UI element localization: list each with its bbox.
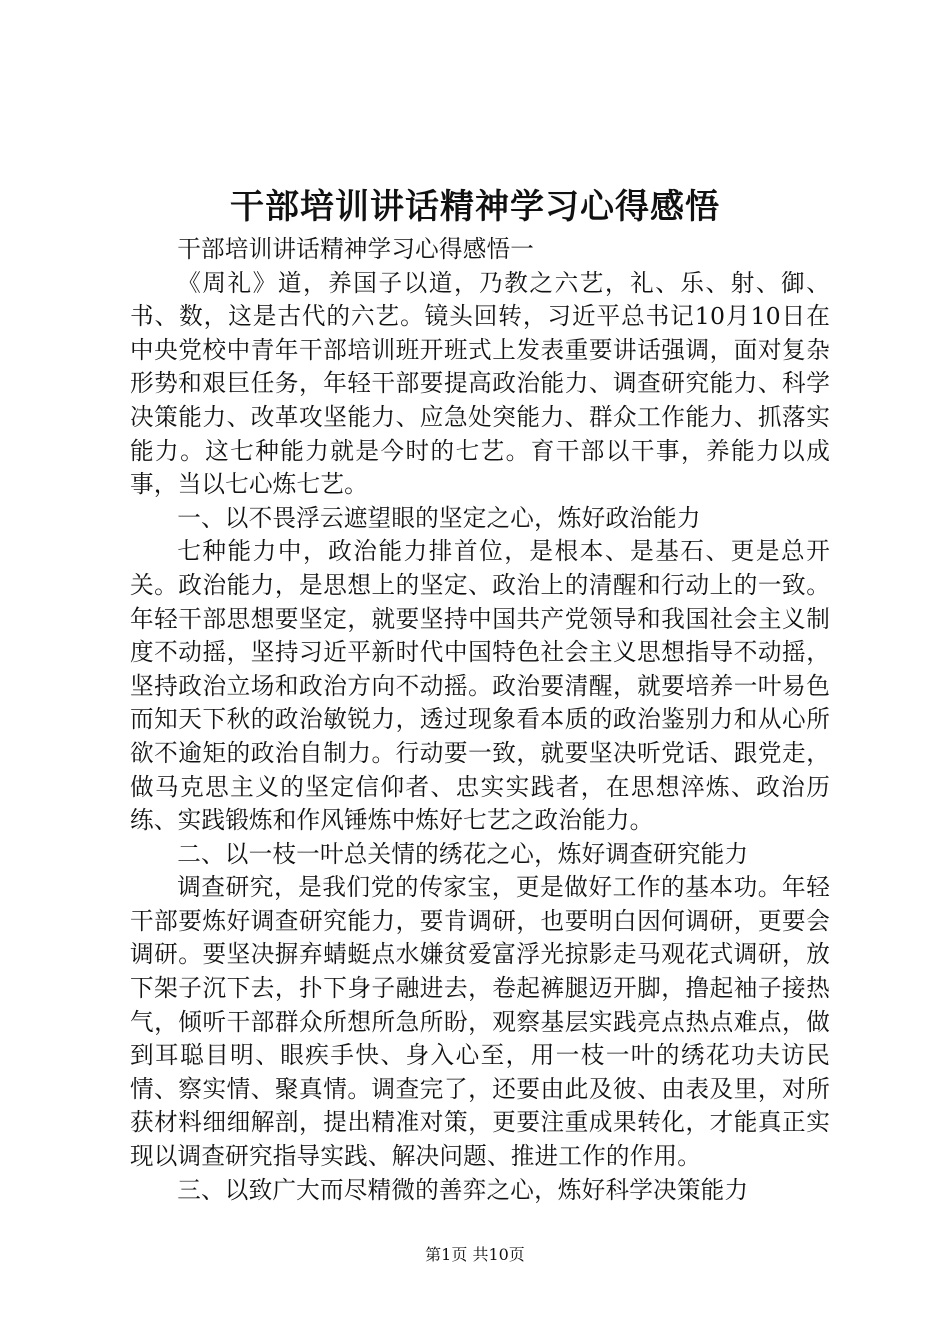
document-title: 干部培训讲话精神学习心得感悟 (230, 187, 720, 227)
intro-paragraph: 《周礼》道，养国子以道，乃教之六艺，礼、乐、射、御、书、数，这是古代的六艺。镜头回转，习近平总书记10月10日在中央党校中青年干部培训班开班式上发表重要讲话强调，面对复杂形势和艰巨任务，年轻干部要提高政治能力、调查研究能力、科学决策能力、改革攻坚能力、应急处突能力、群众工作能力、抓落实能力。这七种能力就是今时的七艺。育干部以干事，养能力以成事，当以七心炼七艺。 (130, 268, 830, 499)
section-paragraph-2: 调查研究，是我们党的传家宝，更是做好工作的基本功。年轻干部要炼好调查研究能力，要肯调研，也要明白因何调研，更要会调研。要坚决摒弃蜻蜓点水嫌贫爱富浮光掠影走马观花式调研，放下架子沉下去，扑下身子融进去，卷起裤腿迈开脚，撸起袖子接热气，倾听干部群众所想所急所盼，观察基层实践亮点热点难点，做到耳聪目明、眼疾手快、身入心至，用一枝一叶的绣花功夫访民情、察实情、聚真情。调查完了，还要由此及彼、由表及里，对所获材料细细解剖，提出精准对策，更要注重成果转化，才能真正实现以调查研究指导实践、解决问题、推进工作的作用。 (130, 873, 830, 1171)
section-heading-1: 一、以不畏浮云遮望眼的坚定之心，炼好政治能力 (177, 503, 701, 532)
section-subtitle: 干部培训讲话精神学习心得感悟一 (177, 235, 535, 263)
section-heading-2: 二、以一枝一叶总关情的绣花之心，炼好调查研究能力 (177, 839, 749, 868)
page-number-footer: 第1页 共10页 (425, 1245, 525, 1264)
document-body (130, 233, 830, 1207)
section-paragraph-1: 七种能力中，政治能力排首位，是根本、是基石、更是总开关。政治能力，是思想上的坚定、政治上的清醒和行动上的一致。年轻干部思想要坚定，就要坚持中国共产党领导和我国社会主义制度不动摇，坚持习近平新时代中国特色社会主义思想指导不动摇，坚持政治立场和政治方向不动摇。政治要清醒，就要培养一叶易色而知天下秋的政治敏锐力，透过现象看本质的政治鉴别力和从心所欲不逾矩的政治自制力。行动要一致，就要坚决听党话、跟党走，做马克思主义的坚定信仰者、忠实实践者，在思想淬炼、政治历练、实践锻炼和作风锤炼中炼好七艺之政治能力。 (130, 537, 830, 835)
section-heading-3: 三、以致广大而尽精微的善弈之心，炼好科学决策能力 (177, 1175, 749, 1204)
